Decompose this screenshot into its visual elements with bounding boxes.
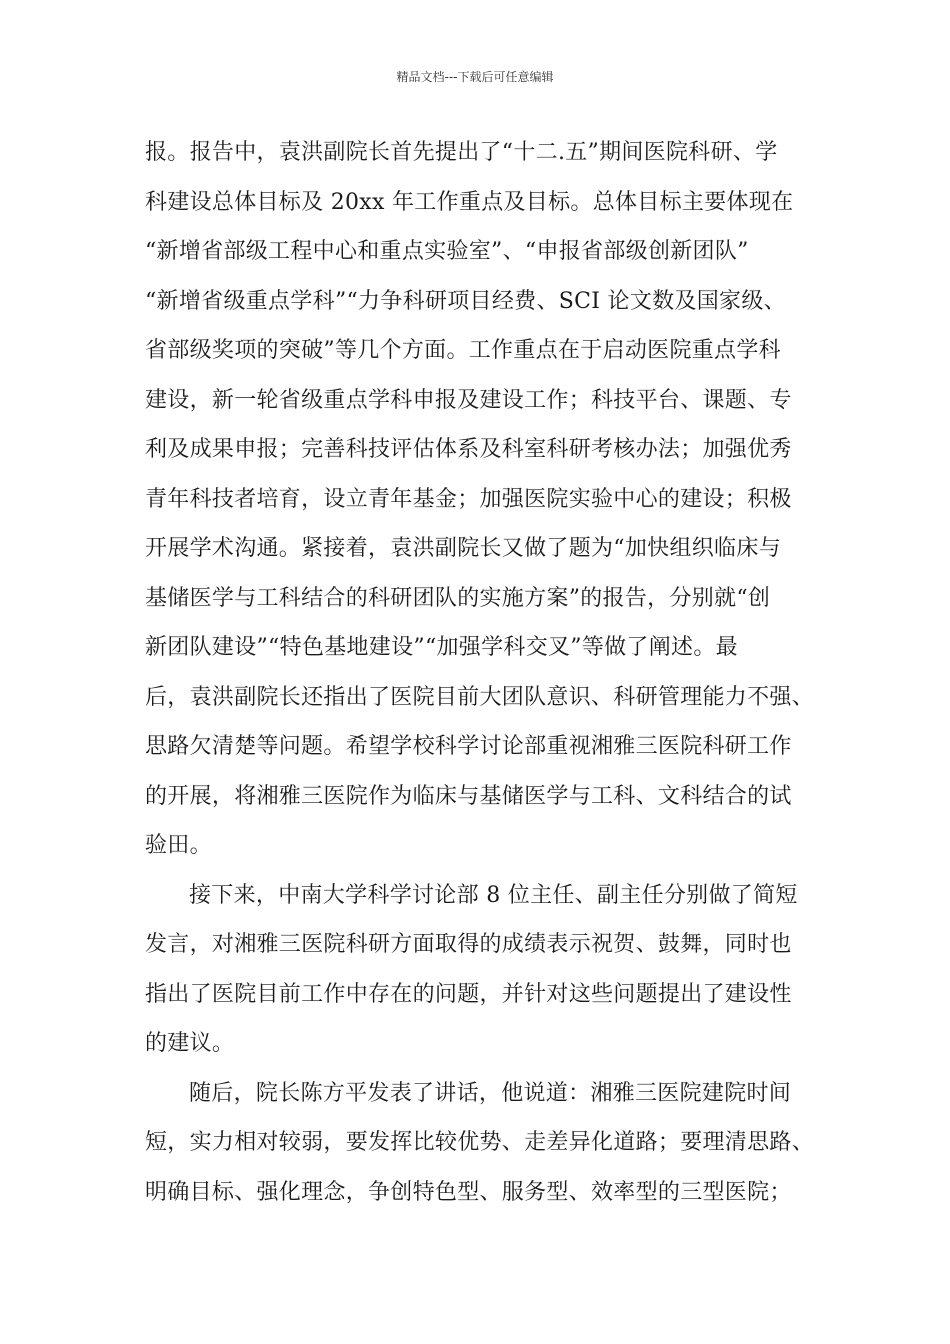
text-line: “新增省级重点学科”“力争科研项目经费、SCI 论文数及国家级、 xyxy=(145,288,786,314)
text-line: 后，袁洪副院长还指出了医院目前大团队意识、科研管理能力不强、 xyxy=(145,684,815,710)
text-line: 验田。 xyxy=(145,833,212,858)
text-line: 科建设总体目标及 20xx 年工作重点及目标。总体目标主要体现在 xyxy=(145,189,794,215)
paragraph-2 xyxy=(145,871,825,1069)
text-line: 省部级奖项的突破”等几个方面。工作重点在于启动医院重点学科 xyxy=(145,338,781,363)
text-line: 思路欠清楚等问题。希望学校科学讨论部重视湘雅三医院科研工作 xyxy=(145,734,792,759)
document-body xyxy=(145,128,825,1217)
paragraph-1 xyxy=(145,128,825,871)
page-header: 精品文档---下载后可任意编辑 xyxy=(396,70,554,84)
text-line: 指出了医院目前工作中存在的问题，并针对这些问题提出了建设性 xyxy=(145,981,792,1007)
text-line: 开展学术沟通。紧接着，袁洪副院长又做了题为“加快组织临床与 xyxy=(145,536,781,561)
text-line: 接下来，中南大学科学讨论部 8 位主任、副主任分别做了简短 xyxy=(189,882,798,908)
text-line: 青年科技者培育，设立青年基金；加强医院实验中心的建设；积极 xyxy=(145,486,792,512)
paragraph-3 xyxy=(145,1069,825,1218)
text-line: 发言，对湘雅三医院科研方面取得的成绩表示祝贺、鼓舞，同时也 xyxy=(145,932,792,957)
text-line: 报。报告中，袁洪副院长首先提出了“十二.五”期间医院科研、学 xyxy=(145,140,778,165)
text-line: 建设，新一轮省级重点学科申报及建设工作；科技平台、课题、专 xyxy=(145,387,792,413)
text-line: 基储医学与工科结合的科研团队的实施方案”的报告，分别就“创 xyxy=(145,585,771,611)
text-line: 随后，院长陈方平发表了讲话，他说道：湘雅三医院建院时间 xyxy=(189,1080,792,1106)
text-line: 的开展，将湘雅三医院作为临床与基储医学与工科、文科结合的试 xyxy=(145,783,792,809)
text-line: “新增省部级工程中心和重点实验室”、“申报省部级创新团队” xyxy=(145,239,749,264)
text-line: 利及成果申报；完善科技评估体系及科室科研考核办法；加强优秀 xyxy=(145,437,792,462)
text-line: 新团队建设”“特色基地建设”“加强学科交叉”等做了阐述。最 xyxy=(145,635,738,660)
text-line: 短，实力相对较弱，要发挥比较优势、走差异化道路；要理清思路、 xyxy=(145,1130,815,1155)
text-line: 的建议。 xyxy=(145,1031,235,1056)
text-line: 明确目标、强化理念，争创特色型、服务型、效率型的三型医院； xyxy=(145,1179,792,1205)
